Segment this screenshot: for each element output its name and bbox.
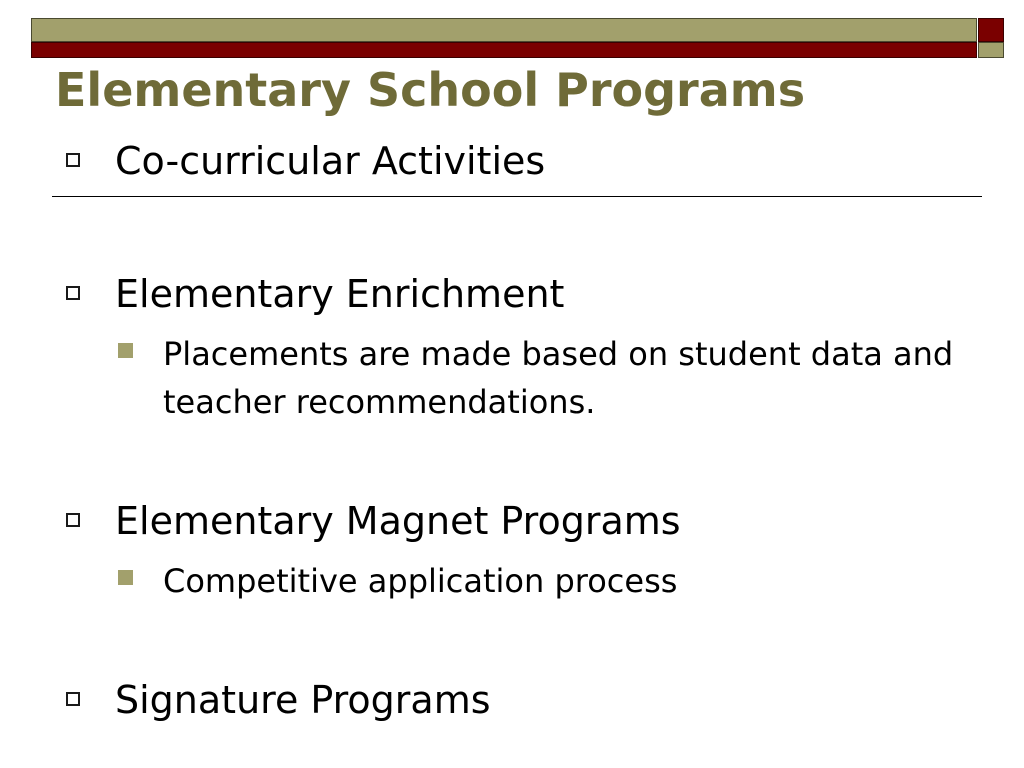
bullet-label: Elementary Magnet Programs [115,499,681,543]
bullet-label: Co-curricular Activities [115,139,546,183]
filled-square-bullet-icon [118,343,133,358]
header-bar-maroon [31,42,977,58]
corner-square-olive [978,42,1004,58]
hollow-square-bullet-icon [66,153,80,167]
sub-bullet-label: Competitive application process [163,562,678,600]
divider-line [52,196,982,197]
bullet-item-magnet [66,499,966,551]
header-bar-olive [31,18,977,42]
corner-square-maroon [978,18,1004,42]
slide-title: Elementary School Programs [55,63,806,117]
bullet-label: Elementary Enrichment [115,272,565,316]
bullet-item-co-curricular [66,139,966,191]
bullet-label: Signature Programs [115,678,491,722]
sub-bullet-item-placements [118,330,978,430]
sub-bullet-label: Placements are made based on student data and teacher recommendations. [163,335,954,421]
hollow-square-bullet-icon [66,513,80,527]
bullet-item-enrichment [66,272,966,324]
filled-square-bullet-icon [118,570,133,585]
bullet-item-signature [66,678,966,730]
sub-bullet-item-competitive [118,557,978,607]
hollow-square-bullet-icon [66,286,80,300]
hollow-square-bullet-icon [66,692,80,706]
